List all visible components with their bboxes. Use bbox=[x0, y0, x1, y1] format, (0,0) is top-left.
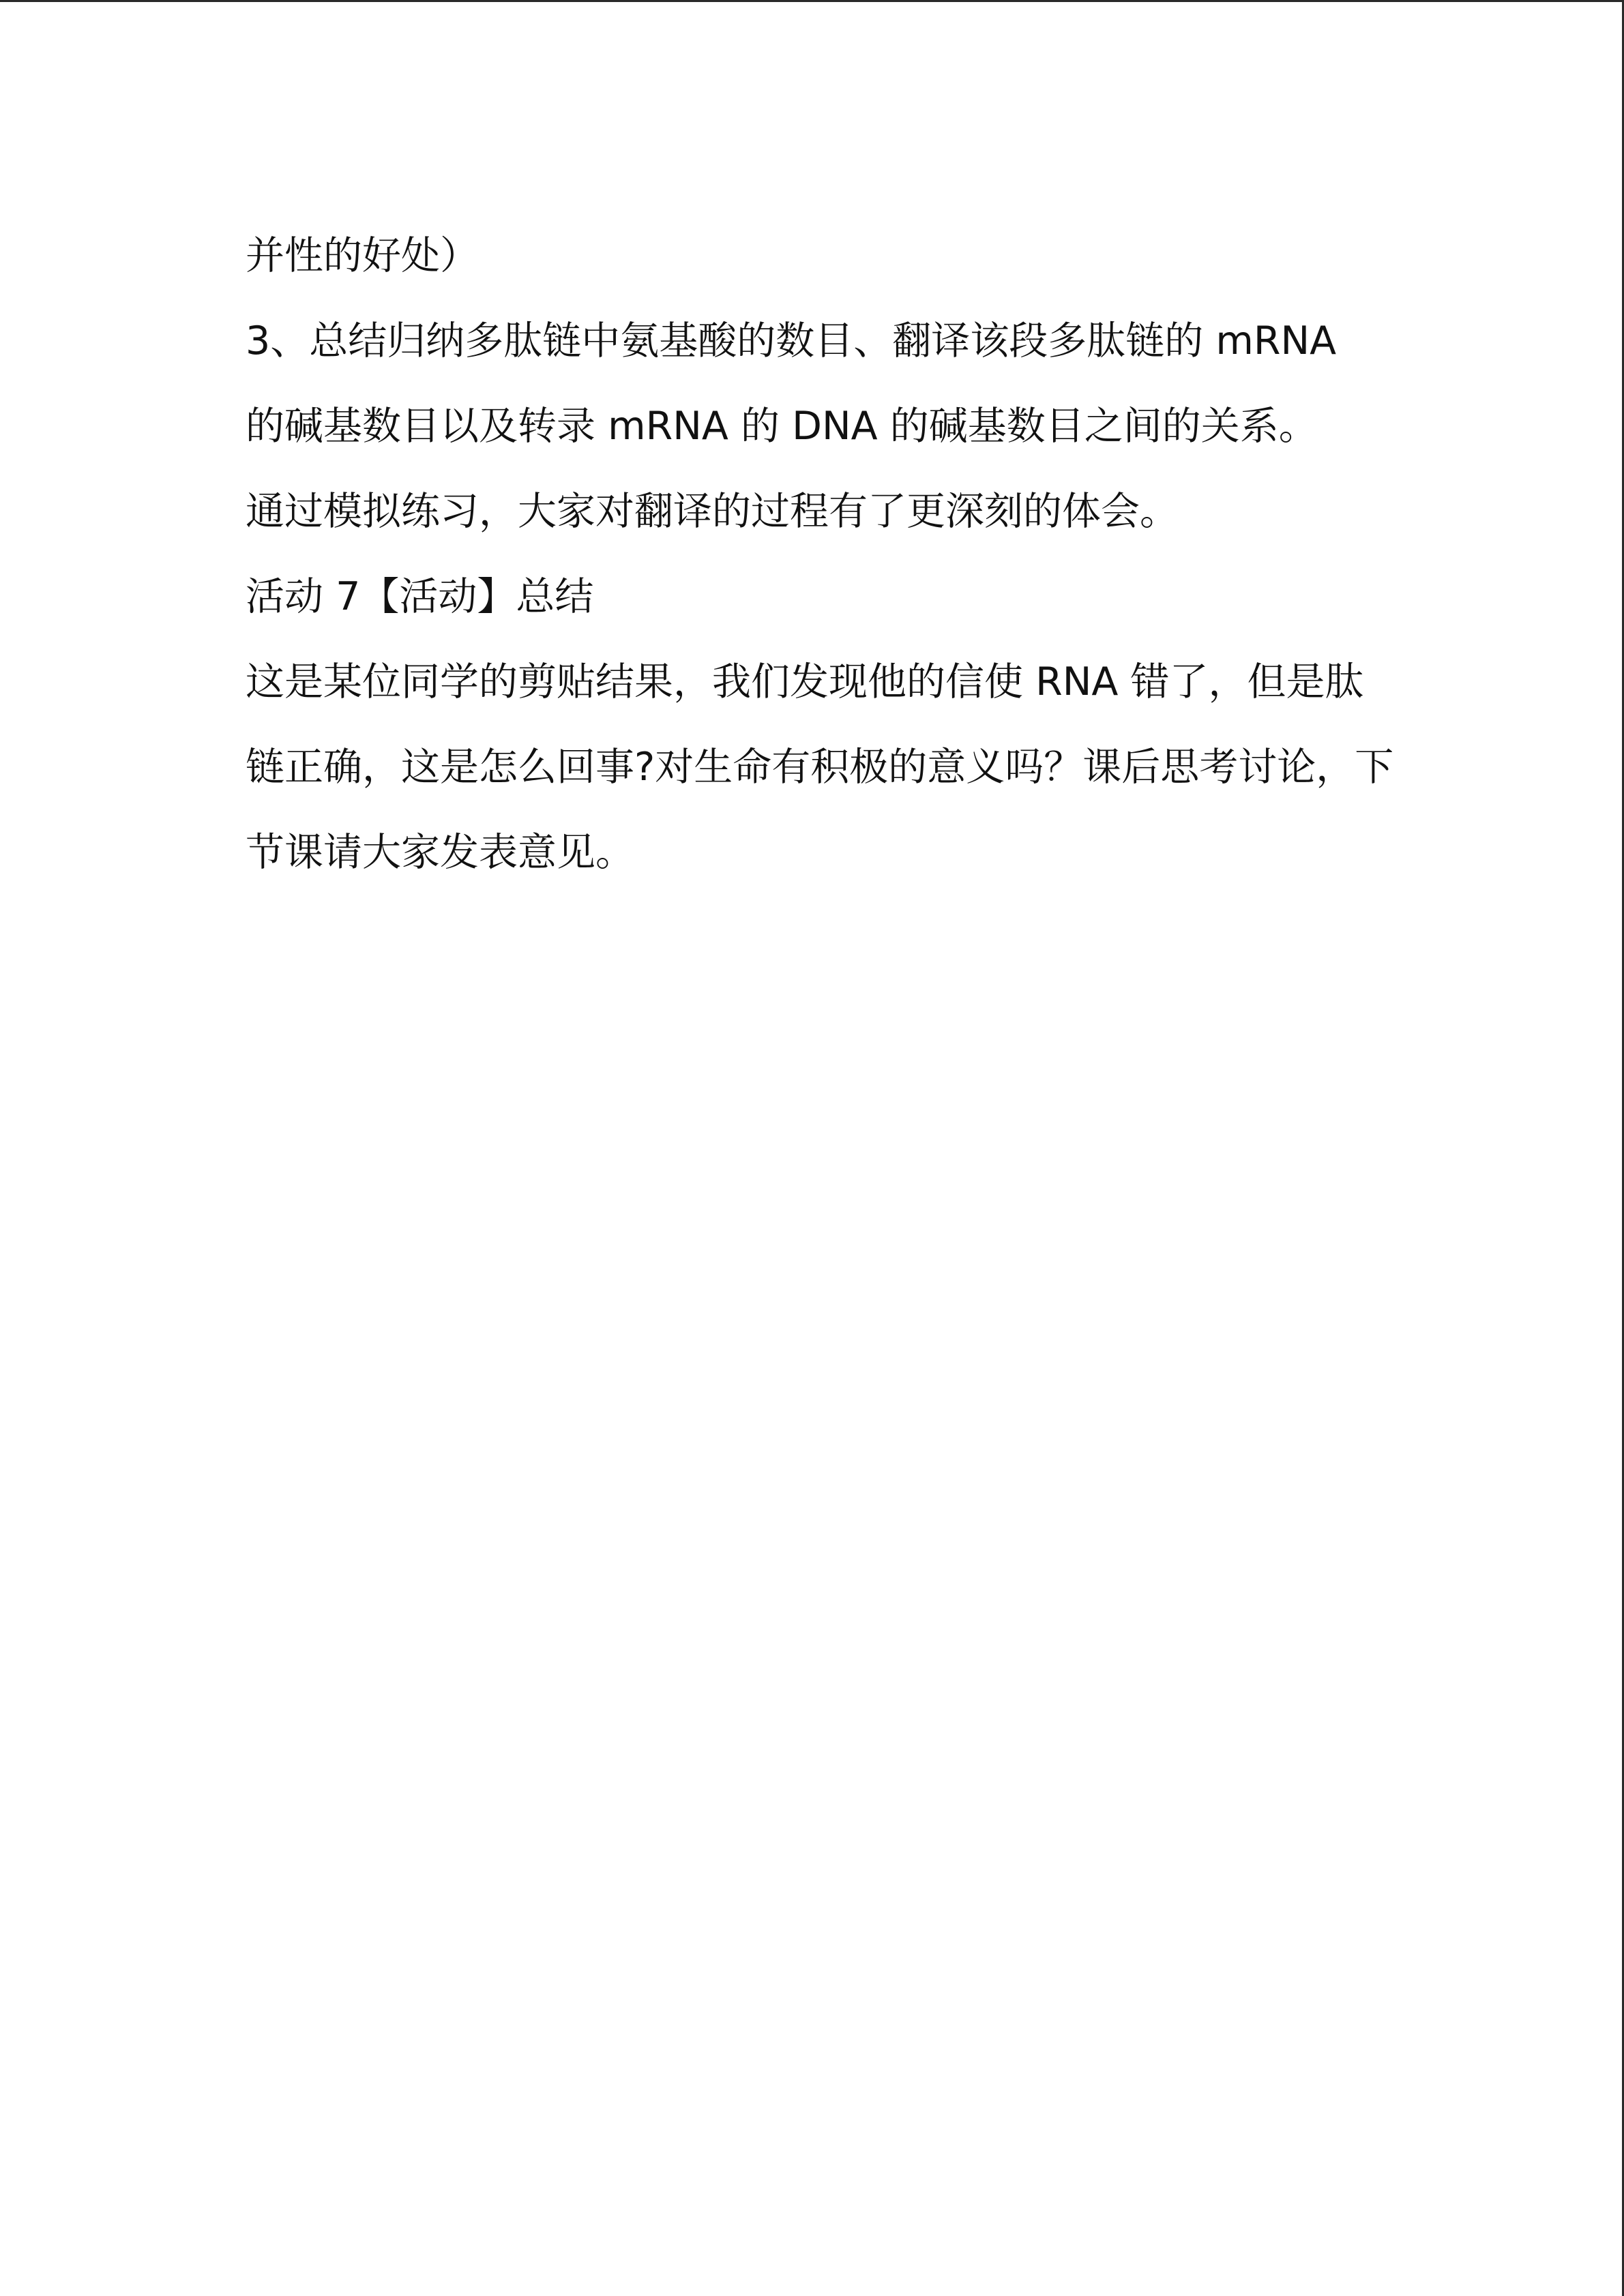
text-line: 节课请大家发表意见。 bbox=[246, 830, 634, 875]
section-heading: 活动 7【活动】总结 bbox=[246, 574, 594, 619]
text-line: 通过模拟练习，大家对翻译的过程有了更深刻的体会。 bbox=[246, 489, 1179, 534]
text-line: 并性的好处） bbox=[246, 233, 479, 278]
text-line: 这是某位同学的剪贴结果，我们发现他的信使 RNA 错了，但是肽 bbox=[246, 659, 1364, 704]
text-line: 的碱基数目以及转录 mRNA 的 DNA 的碱基数目之间的关系。 bbox=[246, 404, 1318, 449]
text-line: 链正确，这是怎么回事?对生命有积极的意义吗？课后思考讨论，下 bbox=[246, 745, 1394, 790]
document-body bbox=[246, 213, 1394, 895]
text-line: 3、总结归纳多肽链中氨基酸的数目、翻译该段多肽链的 mRNA bbox=[246, 318, 1337, 363]
